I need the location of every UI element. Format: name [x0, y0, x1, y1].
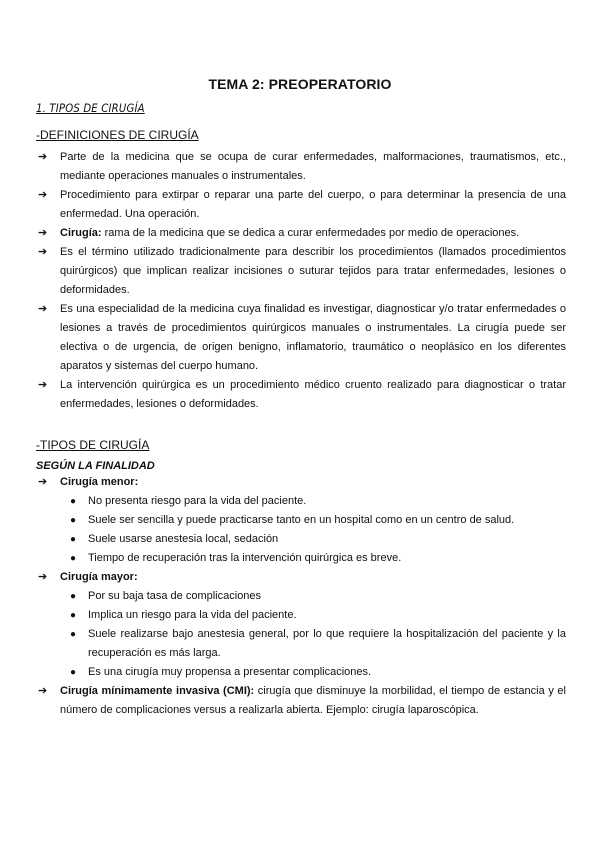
arrow-icon: ➔	[38, 379, 48, 391]
heading-tipos: -TIPOS DE CIRUGÍA	[36, 438, 150, 452]
bullet-icon: ●	[70, 629, 77, 640]
arrow-icon: ➔	[38, 685, 48, 697]
sub-item: ● Implica un riesgo para la vida del paciente.	[38, 606, 566, 625]
list-item-cmi: ➔ Cirugía mínimamente invasiva (CMI): cirugía que disminuye la morbilidad, el tiempo de estancia y el número de complicaciones versus a realizarla abierta. Ejemplo: cirugía laparoscópica.	[38, 682, 566, 720]
sub-item: ● Por su baja tasa de complicaciones	[38, 587, 566, 606]
bullet-icon: ●	[70, 667, 77, 678]
bullet-icon: ●	[70, 591, 77, 602]
arrow-icon: ➔	[38, 227, 48, 239]
bullet-icon: ●	[70, 534, 77, 545]
arrow-icon: ➔	[38, 189, 48, 201]
arrow-icon: ➔	[38, 571, 48, 583]
arrow-icon: ➔	[38, 246, 48, 258]
arrow-icon: ➔	[38, 476, 48, 488]
bullet-icon: ●	[70, 610, 77, 621]
section-heading-tipos: 1. TIPOS DE CIRUGÍA	[36, 101, 145, 115]
bullet-icon: ●	[70, 496, 77, 507]
bullet-icon: ●	[70, 553, 77, 564]
list-item: ➔ Es el término utilizado tradicionalmente para describir los procedimientos (llamados procedimientos quirúrgicos) que implican realizar incisiones o suturar tejidos para tratar enfermedades, lesiones o deformidades.	[38, 243, 566, 300]
sub-item: ● No presenta riesgo para la vida del paciente.	[38, 492, 566, 511]
sub-item: ● Es una cirugía muy propensa a presentar complicaciones.	[38, 663, 566, 682]
list-item: ➔ Parte de la medicina que se ocupa de curar enfermedades, malformaciones, traumatismos, etc., mediante operaciones manuales o instrumentales.	[38, 148, 566, 186]
sub-item: ● Suele ser sencilla y puede practicarse tanto en un hospital como en un centro de salud.	[38, 511, 566, 530]
tipos-list	[38, 473, 566, 720]
sub-item: ● Suele realizarse bajo anestesia general, por lo que requiere la hospitalización del paciente y la recuperación es más larga.	[38, 625, 566, 663]
list-item: ➔ Procedimiento para extirpar o reparar una parte del cuerpo, o para determinar la presencia de una enfermedad. Una operación.	[38, 186, 566, 224]
arrow-icon: ➔	[38, 303, 48, 315]
list-item: ➔ Cirugía: rama de la medicina que se dedica a curar enfermedades por medio de operaciones.	[38, 224, 566, 243]
bullet-icon: ●	[70, 515, 77, 526]
list-item-mayor: ➔ Cirugía mayor:	[38, 568, 566, 587]
list-item: ➔ La intervención quirúrgica es un procedimiento médico cruento realizado para diagnosticar o tratar enfermedades, lesiones o deformidades.	[38, 376, 566, 414]
heading-definiciones: -DEFINICIONES DE CIRUGÍA	[36, 128, 199, 142]
arrow-icon: ➔	[38, 151, 48, 163]
definiciones-list	[38, 148, 566, 414]
sub-item: ● Suele usarse anestesia local, sedación	[38, 530, 566, 549]
list-item: ➔ Es una especialidad de la medicina cuya finalidad es investigar, diagnosticar y/o tratar enfermedades o lesiones a través de procedimientos quirúrgicos manuales o instrumentales. La cirugía puede ser electiva o de urgencia, de origen benigno, inflamatorio, traumático o neoplásico en los diferentes aparatos y sistemas del cuerpo humano.	[38, 300, 566, 376]
page-title: TEMA 2: PREOPERATORIO	[208, 76, 392, 92]
sub-item: ● Tiempo de recuperación tras la intervención quirúrgica es breve.	[38, 549, 566, 568]
heading-finalidad: SEGÚN LA FINALIDAD	[36, 460, 155, 472]
list-item-menor: ➔ Cirugía menor:	[38, 473, 566, 492]
